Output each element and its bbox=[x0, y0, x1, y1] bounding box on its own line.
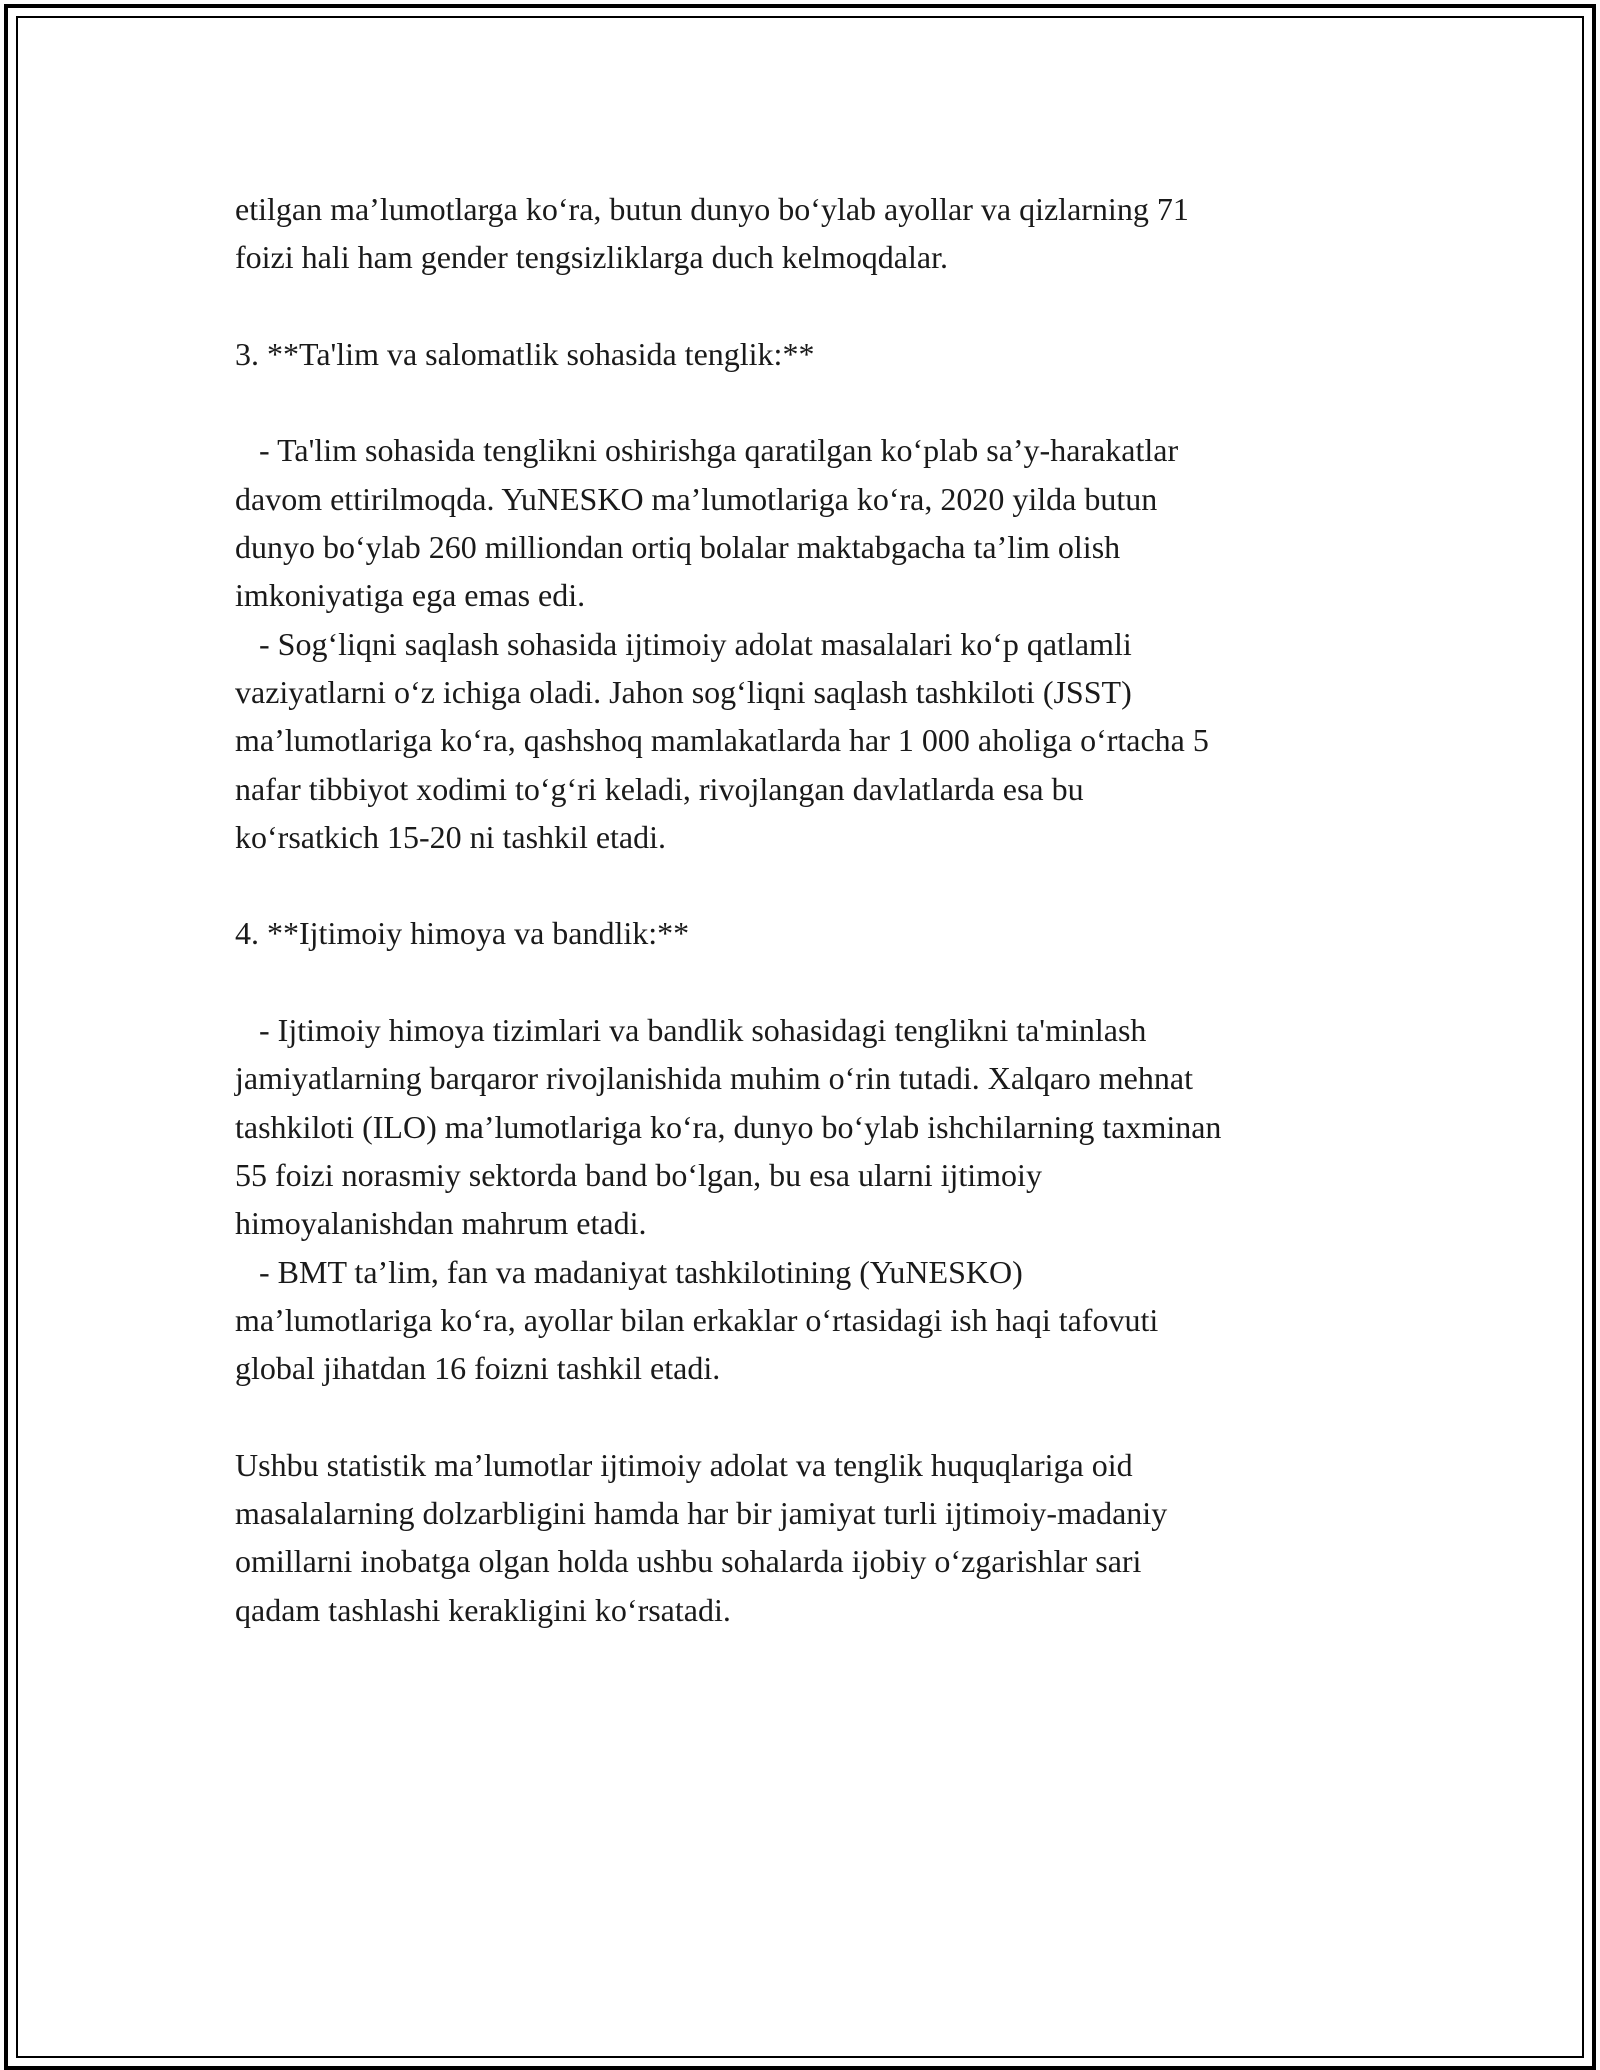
section-4-bullet-wage-gap bbox=[235, 1248, 1375, 1393]
text-line: 55 foizi norasmiy sektorda band bo‘lgan, bu esa ularni ijtimoiy bbox=[235, 1156, 1042, 1193]
section-4-heading: 4. **Ijtimoiy himoya va bandlik:** bbox=[235, 915, 690, 952]
text-line: dunyo bo‘ylab 260 milliondan ortiq bolalar maktabgacha ta’lim olish bbox=[235, 529, 1121, 566]
text-line: tashkiloti (ILO) ma’lumotlariga ko‘ra, dunyo bo‘ylab ishchilarning taxminan bbox=[235, 1108, 1222, 1145]
text-line: - Ijtimoiy himoya tizimlari va bandlik sohasidagi tenglikni ta'minlash bbox=[235, 1012, 1147, 1049]
text-line: jamiyatlarning barqaror rivojlanishida muhim o‘rin tutadi. Xalqaro mehnat bbox=[235, 1060, 1193, 1097]
text-line: Ushbu statistik ma’lumotlar ijtimoiy adolat va tenglik huquqlariga oid bbox=[235, 1446, 1133, 1483]
section-3-bullet-health bbox=[235, 620, 1375, 861]
text-line: davom ettirilmoqda. YuNESKO ma’lumotlariga ko‘ra, 2020 yilda butun bbox=[235, 480, 1158, 517]
text-line: qadam tashlashi kerakligini ko‘rsatadi. bbox=[235, 1591, 731, 1628]
text-line: global jihatdan 16 foizni tashkil etadi. bbox=[235, 1350, 721, 1387]
text-line: ma’lumotlariga ko‘ra, qashshoq mamlakatlarda har 1 000 aholiga o‘rtacha 5 bbox=[235, 722, 1209, 759]
text-line: ma’lumotlariga ko‘ra, ayollar bilan erkaklar o‘rtasidagi ish haqi tafovuti bbox=[235, 1301, 1159, 1338]
text-line: imkoniyatiga ega emas edi. bbox=[235, 577, 586, 614]
text-line: etilgan ma’lumotlarga ko‘ra, butun dunyo bo‘ylab ayollar va qizlarning 71 bbox=[235, 191, 1189, 227]
text-line: nafar tibbiyot xodimi to‘g‘ri keladi, rivojlangan davlatlarda esa bu bbox=[235, 770, 1084, 807]
text-line: himoyalanishdan mahrum etadi. bbox=[235, 1205, 647, 1242]
text-line: ko‘rsatkich 15-20 ni tashkil etadi. bbox=[235, 818, 667, 855]
text-line: omillarni inobatga olgan holda ushbu sohalarda ijobiy o‘zgarishlar sari bbox=[235, 1543, 1142, 1580]
text-line: - BMT ta’lim, fan va madaniyat tashkilotining (YuNESKO) bbox=[235, 1253, 1023, 1290]
section-3-heading: 3. **Ta'lim va salomatlik sohasida tenglik:** bbox=[235, 335, 815, 372]
text-line: masalalarning dolzarbligini hamda har bir jamiyat turli ijtimoiy-madaniy bbox=[235, 1495, 1168, 1532]
conclusion-paragraph bbox=[235, 1441, 1375, 1634]
text-line: foizi hali ham gender tengsizliklarga duch kelmoqdalar. bbox=[235, 239, 948, 276]
text-line: vaziyatlarni o‘z ichiga oladi. Jahon sog‘liqni saqlash tashkiloti (JSST) bbox=[235, 673, 1132, 710]
text-line: - Sog‘liqni saqlash sohasida ijtimoiy adolat masalalari ko‘p qatlamli bbox=[235, 625, 1132, 662]
section-3-bullet-education bbox=[235, 426, 1375, 619]
section-4-bullet-social-protection bbox=[235, 1006, 1375, 1247]
text-line: - Ta'lim sohasida tenglikni oshirishga qaratilgan ko‘plab sa’y-harakatlar bbox=[235, 432, 1179, 469]
document-body bbox=[235, 185, 1375, 1634]
intro-paragraph bbox=[235, 185, 1375, 282]
